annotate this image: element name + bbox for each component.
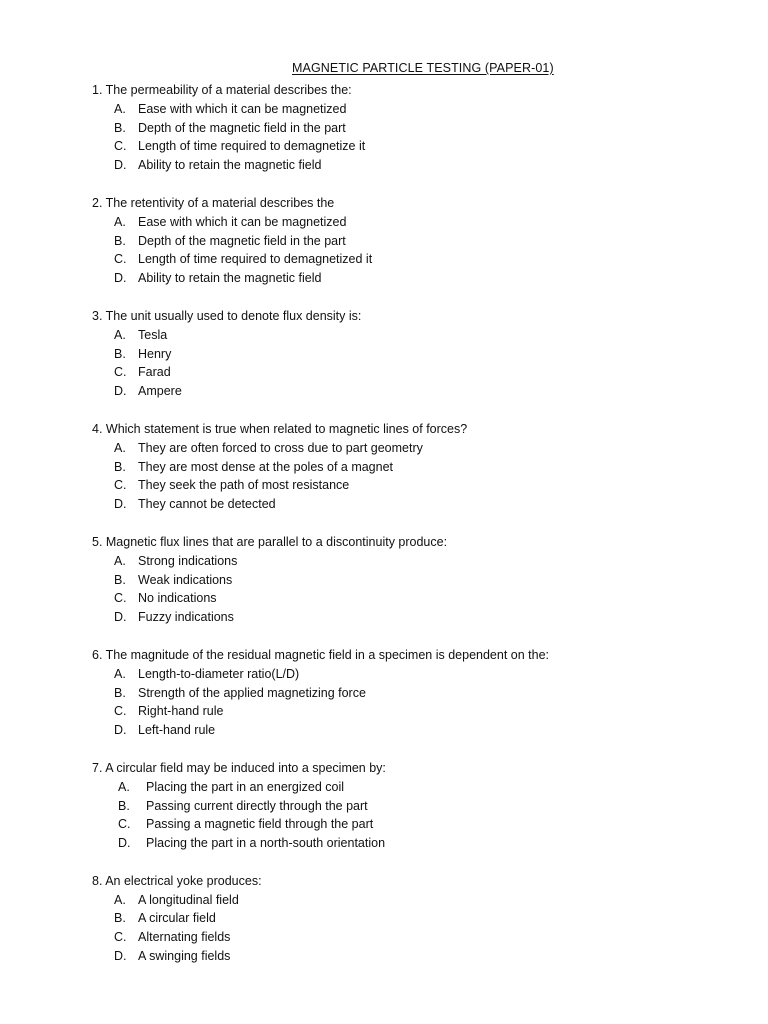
question-5: [92, 533, 732, 627]
option-letter: D.: [114, 497, 127, 512]
option-letter: D.: [114, 384, 127, 399]
question-7: [92, 759, 732, 853]
option-letter: A.: [118, 779, 130, 794]
option-c: [92, 702, 732, 721]
option-b: [92, 458, 732, 477]
question-1: [92, 81, 732, 175]
option-text: They seek the path of most resistance: [138, 478, 350, 493]
option-d: [92, 495, 732, 514]
option-letter: B.: [118, 798, 130, 813]
option-text: Tesla: [138, 327, 168, 342]
option-letter: B.: [114, 459, 126, 474]
option-letter: B.: [114, 685, 126, 700]
option-list: [92, 213, 732, 288]
option-text: Alternating fields: [138, 930, 231, 945]
option-text: Passing a magnetic field through the part: [146, 817, 374, 832]
option-text: Henry: [138, 346, 172, 361]
option-c: [92, 589, 732, 608]
question-list: [92, 81, 732, 985]
option-d: [92, 382, 732, 401]
option-text: They are most dense at the poles of a magnet: [138, 459, 394, 474]
option-letter: B.: [114, 346, 126, 361]
option-letter: B.: [114, 572, 126, 587]
option-letter: A.: [114, 553, 126, 568]
option-a: [92, 326, 732, 345]
question-text: 5. Magnetic flux lines that are parallel to a discontinuity produce:: [92, 534, 448, 549]
option-text: No indications: [138, 591, 217, 606]
option-b: [92, 684, 732, 703]
option-text: Ability to retain the magnetic field: [138, 158, 322, 173]
option-b: [92, 571, 732, 590]
question-2: [92, 194, 732, 288]
option-letter: C.: [114, 365, 127, 380]
option-list: [92, 326, 732, 401]
option-d: [92, 834, 732, 853]
option-text: Weak indications: [138, 572, 233, 587]
option-text: A longitudinal field: [138, 892, 239, 907]
option-text: Ease with which it can be magnetized: [138, 101, 347, 116]
option-letter: D.: [114, 949, 127, 964]
question-text: 3. The unit usually used to denote flux density is:: [92, 308, 362, 323]
option-list: [92, 891, 732, 966]
option-a: [92, 552, 732, 571]
option-text: Length-to-diameter ratio(L/D): [138, 666, 300, 681]
option-c: [92, 137, 732, 156]
option-d: [92, 947, 732, 966]
option-a: [92, 213, 732, 232]
option-d: [92, 269, 732, 288]
option-b: [92, 232, 732, 251]
option-text: Placing the part in an energized coil: [146, 779, 345, 794]
option-list: [92, 665, 732, 740]
option-letter: A.: [114, 101, 126, 116]
option-letter: D.: [118, 836, 131, 851]
option-d: [92, 721, 732, 740]
option-d: [92, 156, 732, 175]
option-letter: D.: [114, 723, 127, 738]
option-a: [92, 778, 732, 797]
option-c: [92, 476, 732, 495]
option-text: Ampere: [138, 384, 182, 399]
option-letter: C.: [114, 478, 127, 493]
question-text: 1. The permeability of a material describes the:: [92, 83, 352, 97]
option-c: [92, 363, 732, 382]
option-letter: D.: [114, 158, 127, 173]
option-list: [92, 439, 732, 514]
option-letter: C.: [114, 252, 127, 267]
option-list: [92, 552, 732, 627]
option-text: They cannot be detected: [138, 497, 276, 512]
option-text: Farad: [138, 365, 171, 380]
option-text: A swinging fields: [138, 949, 231, 964]
question-text: 6. The magnitude of the residual magnetic field in a specimen is dependent on the:: [92, 647, 550, 662]
option-letter: A.: [114, 666, 126, 681]
option-letter: C.: [114, 704, 127, 719]
option-text: Right-hand rule: [138, 704, 224, 719]
page-title: MAGNETIC PARTICLE TESTING (PAPER-01): [292, 61, 554, 75]
option-text: Length of time required to demagnetized it: [138, 252, 373, 267]
option-text: Passing current directly through the part: [146, 798, 368, 813]
option-d: [92, 608, 732, 627]
option-text: Depth of the magnetic field in the part: [138, 233, 346, 248]
option-letter: C.: [114, 591, 127, 606]
option-a: [92, 665, 732, 684]
option-letter: B.: [114, 911, 126, 926]
option-text: They are often forced to cross due to part geometry: [138, 440, 423, 455]
option-text: Placing the part in a north-south orientation: [146, 836, 386, 851]
question-3: [92, 307, 732, 401]
option-text: Length of time required to demagnetize it: [138, 139, 366, 154]
option-letter: B.: [114, 233, 126, 248]
option-a: [92, 439, 732, 458]
option-letter: C.: [118, 817, 131, 832]
option-c: [92, 250, 732, 269]
option-letter: A.: [114, 892, 126, 907]
option-c: [92, 928, 732, 947]
question-text: 4. Which statement is true when related to magnetic lines of forces?: [92, 421, 468, 436]
option-letter: C.: [114, 930, 127, 945]
question-text: 7. A circular field may be induced into a specimen by:: [92, 760, 386, 775]
option-letter: A.: [114, 214, 126, 229]
option-c: [92, 815, 732, 834]
option-letter: D.: [114, 610, 127, 625]
option-letter: A.: [114, 440, 126, 455]
option-b: [92, 345, 732, 364]
option-text: Ability to retain the magnetic field: [138, 271, 322, 286]
option-a: [92, 891, 732, 910]
option-text: Left-hand rule: [138, 723, 216, 738]
option-text: Strong indications: [138, 553, 238, 568]
option-a: [92, 100, 732, 119]
question-6: [92, 646, 732, 740]
option-list: [92, 100, 732, 175]
option-text: A circular field: [138, 911, 216, 926]
option-letter: B.: [114, 120, 126, 135]
option-text: Fuzzy indications: [138, 610, 234, 625]
option-b: [92, 119, 732, 138]
question-text: 8. An electrical yoke produces:: [92, 873, 262, 888]
option-list: [92, 778, 732, 853]
question-8: [92, 872, 732, 966]
option-text: Ease with which it can be magnetized: [138, 214, 347, 229]
option-letter: D.: [114, 271, 127, 286]
question-4: [92, 420, 732, 514]
option-text: Strength of the applied magnetizing force: [138, 685, 366, 700]
option-text: Depth of the magnetic field in the part: [138, 120, 346, 135]
option-b: [92, 909, 732, 928]
question-text: 2. The retentivity of a material describes the: [92, 195, 335, 210]
option-b: [92, 797, 732, 816]
option-letter: C.: [114, 139, 127, 154]
option-letter: A.: [114, 327, 126, 342]
